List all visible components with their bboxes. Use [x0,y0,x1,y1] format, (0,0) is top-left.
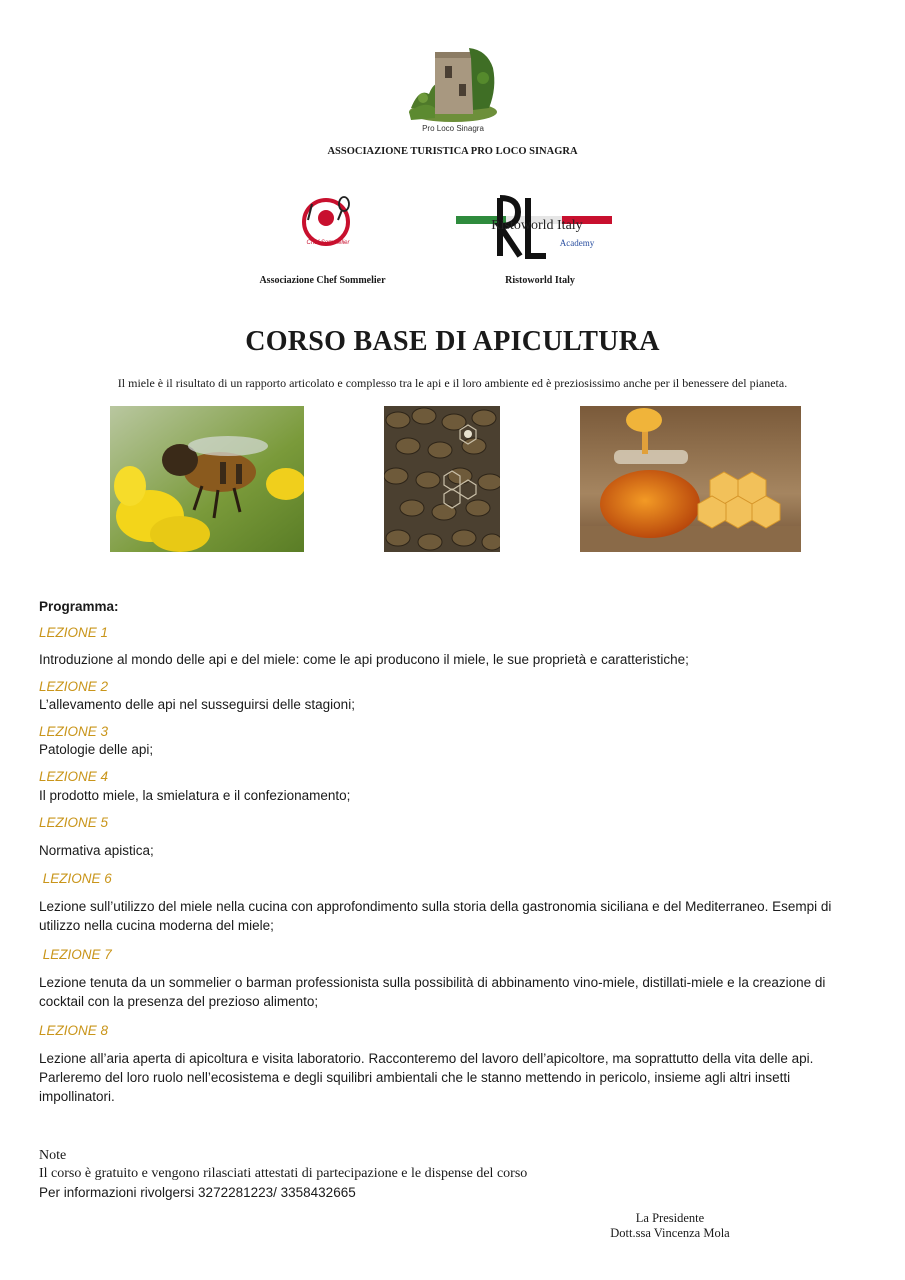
lesson-1-text: Introduzione al mondo delle api e del miele: come le api producono il miele, le sue proprietà e caratteristiche; [39,652,689,667]
chef-logo-text: Chef Sommelier [306,240,350,246]
chef-sommelier-emblem [298,194,356,256]
program-heading: Programma: [39,599,119,614]
lesson-1-label: LEZIONE 1 [39,625,109,640]
association-title: ASSOCIAZIONE TURISTICA PRO LOCO SINAGRA [327,146,578,157]
page-title: CORSO BASE DI APICULTURA [245,326,660,357]
honeycomb-bees-photo [384,406,500,552]
lesson-7-label: LEZIONE 7 [39,947,112,962]
signature-name: Dott.ssa Vincenza Mola [610,1226,730,1240]
lesson-6-label: LEZIONE 6 [39,871,112,886]
lesson-8-label: LEZIONE 8 [39,1023,109,1038]
lesson-8-text: Lezione all’aria aperta di apicoltura e visita laboratorio. Racconteremo del lavoro dell’apicoltore, ma soprattutto della vita delle api. Parleremo del loro ruolo nell’ecosistema e degli squilibri ambientali che le stanno mettendo in pericolo, insieme agli altri insetti impollinatori. [39,1051,814,1104]
notes-free-course: Il corso è gratuito e vengono rilasciati attestati di partecipazione e le dispense del corso [39,1166,528,1181]
proloco-caption: Pro Loco Sinagra [422,124,484,133]
lesson-2-label: LEZIONE 2 [39,679,109,694]
ristoworld-logo-sub: Academy [559,238,595,248]
honey-jar-photo [580,406,801,552]
lesson-6-text: Lezione sull’utilizzo del miele nella cucina con approfondimento sulla storia della gastronomia siciliana e del Mediterraneo. Esempi di utilizzo nella cucina moderna del miele; [39,899,832,933]
lesson-4-label: LEZIONE 4 [39,769,109,784]
lesson-7-text: Lezione tenuta da un sommelier o barman professionista sulla possibilità di abbinamento vino-miele, distillati-miele e la creazione di cocktail con la presenza del prezioso alimento; [39,975,826,1009]
notes-heading: Note [39,1148,67,1163]
ristoworld-logo [456,194,612,260]
lesson-2-text: L’allevamento delle api nel susseguirsi delle stagioni; [39,697,355,712]
bee-on-flower-photo [110,406,304,552]
ristoworld-caption: Ristoworld Italy [505,275,575,286]
lesson-5-label: LEZIONE 5 [39,815,109,830]
lesson-3-text: Patologie delle api; [39,742,154,757]
chef-sommelier-logo [298,194,356,256]
lesson-4-text: Il prodotto miele, la smielatura e il confezionamento; [39,788,351,803]
intro-text: Il miele è il risultato di un rapporto articolato e complesso tra le api e il loro ambiente ed è preziosissimo anche per il benessere del pianeta. [117,376,788,390]
lesson-3-label: LEZIONE 3 [39,724,109,739]
ristoworld-logo-text: Ristoworld Italy [491,218,583,233]
lesson-5-text: Normativa apistica; [39,843,154,858]
proloco-logo [405,38,501,124]
chef-sommelier-caption: Associazione Chef Sommelier [259,275,386,286]
signature-role: La Presidente [635,1211,705,1225]
notes-contact-info: Per informazioni rivolgersi 3272281223/ 3358432665 [39,1185,356,1200]
